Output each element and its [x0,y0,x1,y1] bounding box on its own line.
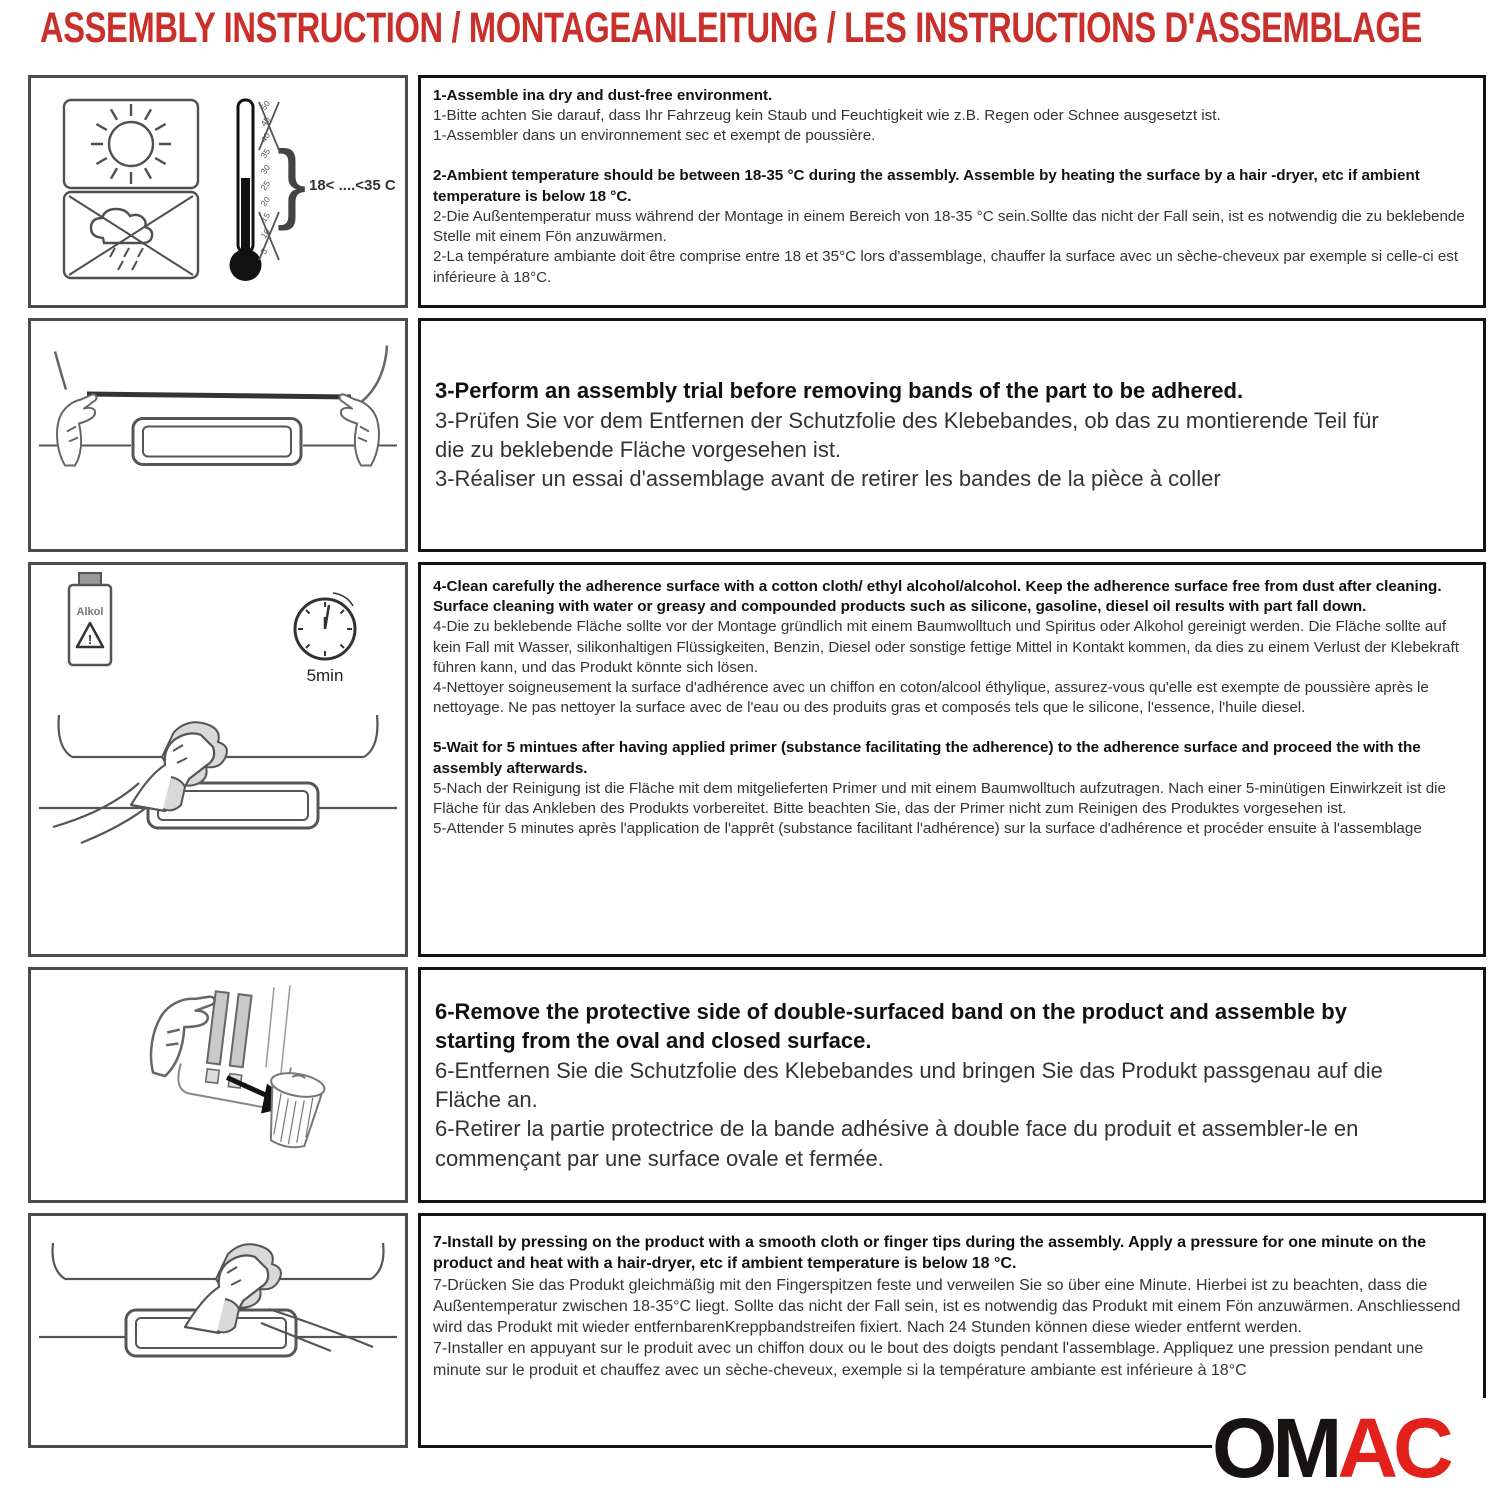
instructions-block-4 [418,967,1486,1203]
tick-label: 5 [258,246,270,257]
instruction-paragraph: 1-Assemble ina dry and dust-free environment. [433,87,773,104]
figure-environment [28,75,408,308]
instruction-paragraph: 5-Attender 5 minutes après l'application de l'apprêt (substance facilitant l'adhérence) sur la surface d'adhérence et procéder ensuite à l'assemblage [433,820,1422,838]
page-title: ASSEMBLY INSTRUCTION / MONTAGEANLEITUNG / LES INSTRUCTIONS D'ASSEMBLAGE [40,4,1422,52]
tick-label: 20 [258,194,273,209]
instruction-paragraph: 7-Drücken Sie das Produkt gleichmäßig mit den Fingerspitzen feste und verweilen Sie so über eine Minute. Hierbei ist zu beachten, dass die Außentemperatur zwischen 18-35°C liegt. Sollte das nicht der Fall sein, ist es notwendig das Produkt mit einem Fön anzuwärmen. Anschliessend wird das Produkt mit wieder entfernbarenKreppbandstreifen fixiert. Nach 24 Stunden können diese wieder entfernt werden. [433,1276,1461,1337]
paragraph-gap [433,147,1469,167]
tick-label: 40 [258,130,273,145]
figure-remove-band [28,967,408,1203]
omac-logo-black-letters: OM [1212,1401,1338,1495]
instruction-paragraph: 3-Réaliser un essai d'assemblage avant de retirer les bandes de la pièce à coller [435,466,1221,492]
paragraph-gap [433,719,1469,739]
hands-trial-illustration [39,346,397,466]
clock-icon [295,593,355,685]
instruction-paragraph: 3-Prüfen Sie vor dem Entfernen der Schutzfolie des Klebebandes, ob das zu montierende Teil für die zu beklebende Fläche vorgesehen ist. [435,407,1379,462]
instruction-paragraph: 1-Assembler dans un environnement sec et exempt de poussière. [433,127,876,145]
clock-label: 5min [306,666,344,685]
omac-logo [1212,1398,1500,1498]
instruction-paragraph: 4-Nettoyer soigneusement la surface d'adhérence avec un chiffon en coton/alcool éthylique, assurez-vous qu'elle est exempte de poussière après le nettoyage. Ne pas nettoyer la surface avec de l'eau ou des produits gras et composés tels que le silicone, l'essence, l'huile diesel. [433,679,1429,717]
instruction-paragraph: 6-Entfernen Sie die Schutzfolie des Klebebandes und bringen Sie das Produkt passgenau auf die Fläche an. [435,1057,1383,1112]
cleaning-hand-illustration [39,715,397,843]
tick-label: 15 [258,210,273,225]
range-brace: } [277,132,307,231]
tick-label: 35 [258,146,273,161]
instruction-paragraph: 5-Nach der Reinigung ist die Fläche mit dem mitgelieferten Primer und mit einem Baumwolltuch aufzutragen. Nach einer 5-minütigen Einwirkzeit ist die Fläche für das Ankleben des Produkts vorbereitet. Bitte beachten Sie, das der Primer nicht zum Reinigen des Produktes vorgesehen ist. [433,779,1446,817]
pressing-hand-illustration [39,1243,397,1356]
svg-text:!: ! [87,632,93,647]
instruction-paragraph: 2-Die Außentemperatur muss während der Montage in einem Bereich von 18-35 °C sein.Sollte das nicht der Fall sein, ist es notwendig die zu beklebende Stelle mit einem Fön anzuwärmen. [433,207,1465,246]
instructions-block-3 [418,562,1486,957]
thermometer-icon [230,98,396,281]
instruction-paragraph: 4-Die zu beklebende Fläche sollte vor der Montage gründlich mit einem Baumwolltuch und Spiritus oder Alkohol gereinigt werden. Die Fläche sollte auf kein Fall mit Wasser, silikonhaltigen Flüssigkeiten, Benzin, Diesel oder sonstige fettige Mittel in Kontakt kommen, da dies zu einem Verlust der Klebekraft führen kann, und das Produkt könnte sich lösen. [433,618,1459,676]
instruction-paragraph: 2-La température ambiante doit être comprise entre 18 et 35°C lors d'assemblage, chauffer la surface avec un sèche-cheveux par exemple si celle-ci est inférieure à 18°C. [433,248,1459,286]
step-row-4-remove-band [0,967,1500,1203]
instructions-block-1 [418,75,1486,308]
step-row-2-trial [0,318,1500,552]
figure-assembly-trial [28,318,408,552]
tick-label: 50 [258,98,273,113]
instruction-paragraph: 1-Bitte achten Sie darauf, dass Ihr Fahrzeug kein Staub und Feuchtigkeit wie z.B. Regen oder Schnee ausgesetzt ist. [433,107,1221,125]
tick-label: 10 [258,226,273,241]
sun-icon [64,100,198,188]
instruction-paragraph: 5-Wait for 5 mintues after having applied primer (substance facilitating the adherence) to the adherence surface and proceed the with the assembly afterwards. [433,739,1421,777]
omac-logo-red-letters: AC [1337,1401,1449,1495]
instruction-paragraph: 4-Clean carefully the adherence surface with a cotton cloth/ ethyl alcohol/alcohol. Keep the adherence surface free from dust after cleaning. Surface cleaning with water or greasy and compounded products such as silicone, gasoline, diesel oil results with part fall down. [433,578,1442,616]
tick-label: 45 [258,114,273,129]
instruction-paragraph: 6-Remove the protective side of double-surfaced band on the product and assemble by starting from the oval and closed surface. [435,998,1347,1054]
instruction-paragraph: 7-Installer en appuyant sur le produit avec un chiffon doux ou le bout des doigts pendant l'assemblage. Appliquez une pression pendant une minute sur le produit et chauffez avec un sèche-cheveux, exemple si la température ambiante est inférieure à 18°C [433,1340,1424,1379]
tape-removal-illustration [143,984,326,1151]
step-row-3-clean [0,562,1500,957]
instructions-block-2 [418,318,1486,552]
alcohol-bottle-icon [69,573,111,665]
instruction-paragraph: 6-Retirer la partie protectrice de la bande adhésive à double face du produit et assembler-le en commençant par une surface ovale et fermée. [435,1116,1359,1171]
figure-pressing [28,1213,408,1448]
no-rain-icon [64,192,198,278]
bottle-label: Alkol [76,606,104,618]
tick-label: 30 [258,162,273,177]
figure-cleaning [28,562,408,957]
tick-label: 25 [258,178,273,193]
instruction-paragraph: 7-Install by pressing on the product with a smooth cloth or finger tips during the assembly. Apply a pressure for one minute on the product and heat with a hair-dryer, etc if ambient temperature is below 18 °C. [433,1234,1426,1273]
instruction-paragraph: 2-Ambient temperature should be between 18-35 °C during the assembly. Assemble by heating the surface by a hair -dryer, etc if ambient temperature is below 18 °C. [433,167,1420,205]
instruction-paragraph: 3-Perform an assembly trial before removing bands of the part to be adhered. [435,378,1244,404]
temperature-range-label: 18< ....<35 C [309,177,396,194]
step-row-1-environment [0,75,1500,308]
